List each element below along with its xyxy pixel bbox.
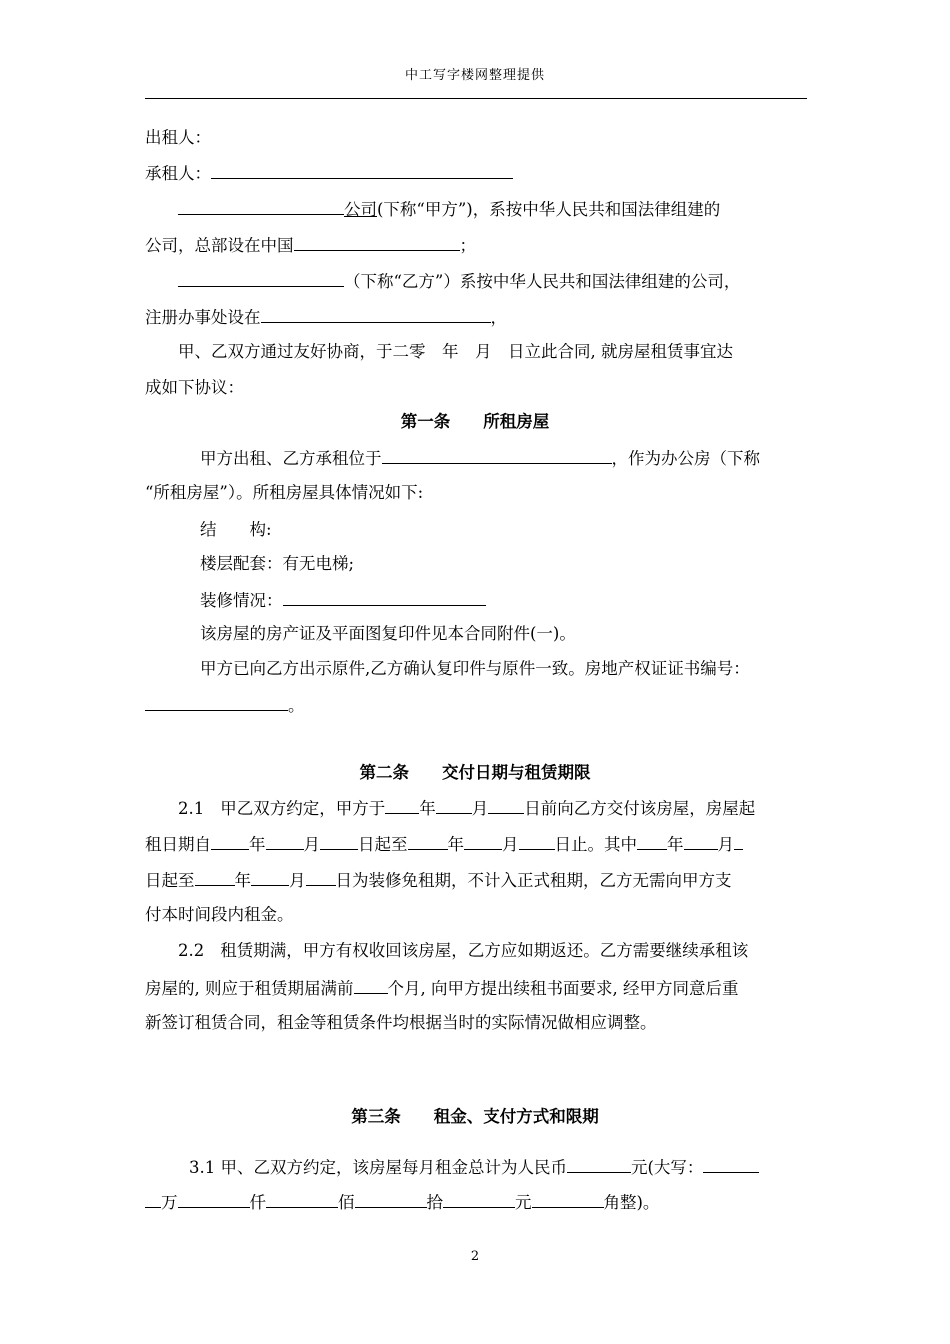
cert-number-blank[interactable]	[145, 693, 288, 711]
section-2-1-line-4: 付本时间段内租金。	[145, 905, 294, 924]
s21-l2-f: 月	[502, 835, 519, 854]
party-b-office-label: 注册办事处设在	[145, 308, 261, 327]
section-2-2-line-2	[145, 976, 807, 1000]
s21-l2-d: 日起至	[358, 835, 408, 854]
s31-shi: 拾	[426, 1193, 443, 1212]
end-day-blank[interactable]	[519, 832, 555, 850]
s31-b: 元(大写：	[631, 1158, 704, 1177]
free-start-month-blank[interactable]	[684, 832, 718, 850]
rent-shi-blank[interactable]	[355, 1190, 427, 1208]
s21-text-d: 日前向乙方交付该房屋，房屋起	[524, 799, 756, 818]
article-1-p1	[145, 446, 807, 470]
s21-l3-d: 日为装修免租期，不计入正式租期，乙方无需向甲方支	[335, 871, 732, 890]
cert-number-line	[145, 693, 807, 717]
s21-l3-c: 月	[289, 871, 306, 890]
renewal-months-blank[interactable]	[354, 976, 388, 994]
original-line: 甲方已向乙方出示原件,乙方确认复印件与原件一致。房地产权证证书编号：	[200, 659, 750, 678]
s22-l1: 租赁期满，甲方有权收回该房屋，乙方应如期返还。乙方需要继续承租该	[220, 941, 749, 960]
party-b-desc: （下称“乙方”）系按中华人民共和国法律组建的公司，	[344, 272, 741, 291]
party-b-name-blank[interactable]	[178, 269, 344, 287]
lessor-line	[145, 127, 807, 149]
delivery-year-blank[interactable]	[385, 796, 419, 814]
start-day-blank[interactable]	[320, 832, 358, 850]
s21-l2-c: 月	[303, 835, 320, 854]
page-number: 2	[470, 1249, 480, 1264]
party-a-line-2	[145, 233, 807, 257]
intro-line-1: 甲、乙双方通过友好协商，于二零 年 月 日立此合同, 就房屋租赁事宜达	[178, 342, 733, 361]
structure-line: 结 构:	[200, 520, 272, 539]
s21-l2-h: 年	[667, 835, 684, 854]
party-a-hq-end: ；	[459, 236, 476, 255]
s21-l2-e: 年	[447, 835, 464, 854]
s31-a: 3.1 甲、乙双方约定，该房屋每月租金总计为人民币	[189, 1158, 567, 1177]
section-2-1-line-3	[145, 868, 807, 892]
party-a-desc: (下称“甲方”)，系按中华人民共和国法律组建的	[377, 200, 721, 219]
s21-l2-a: 租日期自	[145, 835, 211, 854]
rent-yuan-blank[interactable]	[443, 1190, 515, 1208]
article-1-p1-post: ，作为办公房（下称	[611, 449, 760, 468]
rent-bai-blank[interactable]	[266, 1190, 338, 1208]
free-end-year-blank[interactable]	[195, 868, 235, 886]
party-a-hq-blank[interactable]	[294, 233, 460, 251]
cert-end: 。	[288, 696, 305, 715]
s31-wan: 万	[161, 1193, 178, 1212]
free-start-day-blank-a[interactable]	[734, 832, 743, 850]
s31-yuan: 元	[515, 1193, 532, 1212]
s21-text-b: 年	[419, 799, 436, 818]
section-2-2-line-1	[145, 940, 807, 962]
start-year-blank[interactable]	[211, 832, 249, 850]
section-2-2-line-3: 新签订租赁合同，租金等租赁条件均根据当时的实际情况做相应调整。	[145, 1013, 657, 1032]
rent-qian-blank[interactable]	[178, 1190, 250, 1208]
intro-line-2: 成如下协议：	[145, 378, 244, 397]
lessee-blank[interactable]	[211, 161, 513, 179]
s31-qian: 仟	[249, 1193, 266, 1212]
rent-amount-blank[interactable]	[567, 1155, 631, 1173]
party-a-name-blank[interactable]	[178, 197, 344, 215]
lessee-label: 承租人：	[145, 164, 211, 183]
s21-l3-b: 年	[234, 871, 251, 890]
party-a-line-1	[145, 197, 807, 221]
page-header: 中工写字楼网整理提供	[404, 68, 545, 83]
article-1-p1-pre: 甲方出租、乙方承租位于	[200, 449, 382, 468]
party-b-office-blank[interactable]	[261, 305, 491, 323]
end-month-blank[interactable]	[464, 832, 502, 850]
free-end-day-blank[interactable]	[306, 868, 336, 886]
rent-words-blank-b[interactable]	[145, 1190, 161, 1208]
s21-text-a: 甲乙双方约定，甲方于	[220, 799, 386, 818]
article-3-title: 第三条 租金、支付方式和限期	[351, 1107, 599, 1126]
decor-line	[145, 588, 807, 612]
s31-jiao: 角整)。	[603, 1193, 660, 1212]
premises-location-blank[interactable]	[382, 446, 612, 464]
section-2-1-number: 2.1	[178, 799, 205, 818]
s21-l2-b: 年	[249, 835, 266, 854]
delivery-month-blank[interactable]	[436, 796, 472, 814]
article-1-title: 第一条 所租房屋	[400, 412, 550, 431]
party-b-office-end: ，	[490, 308, 507, 327]
s21-text-c: 月	[471, 799, 489, 818]
header-divider	[145, 98, 807, 99]
section-3-1-line-2	[145, 1190, 807, 1214]
section-2-1-line-1	[145, 796, 807, 820]
end-year-blank[interactable]	[408, 832, 448, 850]
article-2-title: 第二条 交付日期与租赁期限	[359, 763, 591, 782]
decor-label: 装修情况：	[200, 591, 283, 610]
start-month-blank[interactable]	[266, 832, 304, 850]
lessor-label: 出租人：	[145, 128, 211, 147]
floor-line: 楼层配套：有无电梯;	[200, 554, 355, 573]
rent-words-blank-a[interactable]	[703, 1155, 759, 1173]
s31-bai: 佰	[338, 1193, 355, 1212]
party-a-hq-label: 公司，总部设在中国	[145, 236, 294, 255]
section-3-1-line-1	[145, 1155, 807, 1179]
copy-line: 该房屋的房产证及平面图复印件见本合同附件(一)。	[200, 624, 576, 643]
decor-blank[interactable]	[283, 588, 486, 606]
party-b-line-1	[145, 269, 807, 293]
party-b-line-2	[145, 305, 807, 329]
s21-l2-i: 月	[717, 835, 734, 854]
section-2-1-line-2	[145, 832, 807, 856]
lessee-line	[145, 161, 807, 185]
delivery-day-blank[interactable]	[488, 796, 524, 814]
free-start-year-blank[interactable]	[637, 832, 667, 850]
s22-l2-a: 房屋的, 则应于租赁期届满前	[145, 979, 354, 998]
s22-l2-b: 个月, 向甲方提出续租书面要求, 经甲方同意后重	[387, 979, 739, 998]
rent-jiao-blank[interactable]	[532, 1190, 604, 1208]
article-1-p1-line-2: “所租房屋”）。所租房屋具体情况如下:	[145, 483, 424, 502]
free-end-month-blank[interactable]	[251, 868, 289, 886]
s21-l2-g: 日止。其中	[554, 835, 637, 854]
section-2-2-number: 2.2	[178, 941, 205, 960]
party-a-company: 公司	[344, 200, 377, 219]
s21-l3-a: 日起至	[145, 871, 195, 890]
